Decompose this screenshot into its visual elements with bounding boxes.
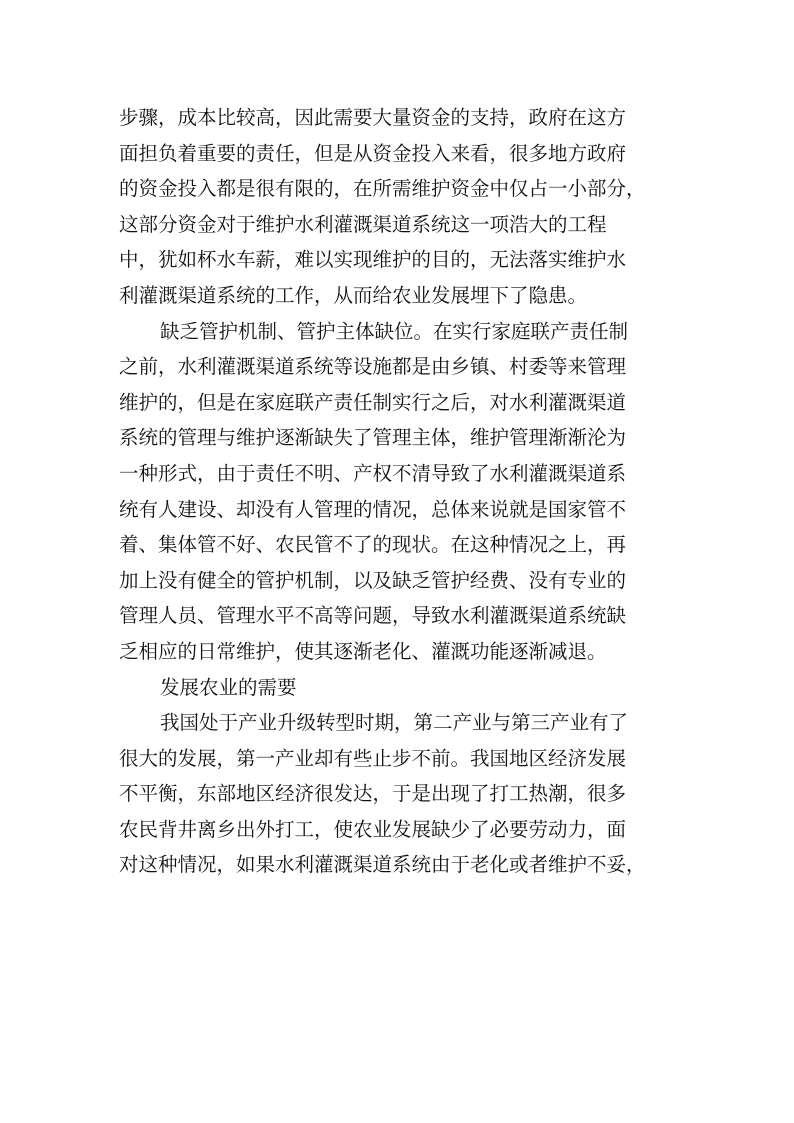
text-line: 利灌溉渠道系统的工作，从而给农业发展埋下了隐患。: [119, 283, 588, 307]
text-line: 乏相应的日常维护，使其逐渐老化、灌溉功能逐渐减退。: [119, 639, 607, 663]
section-heading: 发展农业的需要: [160, 675, 297, 699]
text-line: 这部分资金对于维护水利灌溉渠道系统这一项浩大的工程: [119, 212, 607, 236]
text-line: 维护的，但是在家庭联产责任制实行之后，对水利灌溉渠道: [119, 390, 627, 414]
body-text: [119, 100, 699, 883]
text-line: 管理人员、管理水平不高等问题，导致水利灌溉渠道系统缺: [119, 604, 627, 628]
text-line: 统有人建设、却没有人管理的情况，总体来说就是国家管不: [119, 497, 627, 521]
text-line: 中，犹如杯水车薪，难以实现维护的目的，无法落实维护水: [119, 248, 627, 272]
text-line: 之前，水利灌溉渠道系统等设施都是由乡镇、村委等来管理: [119, 355, 627, 379]
text-line: 系统的管理与维护逐渐缺失了管理主体，维护管理渐渐沦为: [119, 426, 627, 450]
text-line: 着、集体管不好、农民管不了的现状。在这种情况之上，再: [119, 533, 627, 557]
text-line: 步骤，成本比较高，因此需要大量资金的支持，政府在这方: [119, 106, 627, 129]
text-line: 不平衡，东部地区经济很发达，于是出现了打工热潮，很多: [119, 782, 627, 806]
paragraph-start-line: 缺乏管护机制、管护主体缺位。在实行家庭联产责任制: [160, 319, 629, 343]
text-line: 很大的发展，第一产业却有些止步不前。我国地区经济发展: [119, 746, 627, 770]
text-line: 面担负着重要的责任，但是从资金投入来看，很多地方政府: [119, 141, 627, 165]
text-line: 的资金投入都是很有限的，在所需维护资金中仅占一小部分，: [119, 177, 646, 201]
text-line: 农民背井离乡出外打工，使农业发展缺少了必要劳动力，面: [119, 817, 627, 841]
text-line: 加上没有健全的管护机制，以及缺乏管护经费、没有专业的: [119, 568, 627, 592]
paragraph-start-line: 我国处于产业升级转型时期，第二产业与第三产业有了: [160, 711, 629, 735]
text-line: 对这种情况，如果水利灌溉渠道系统由于老化或者维护不妥，: [119, 853, 646, 877]
text-line: 一种形式，由于责任不明、产权不清导致了水利灌溉渠道系: [119, 461, 627, 485]
